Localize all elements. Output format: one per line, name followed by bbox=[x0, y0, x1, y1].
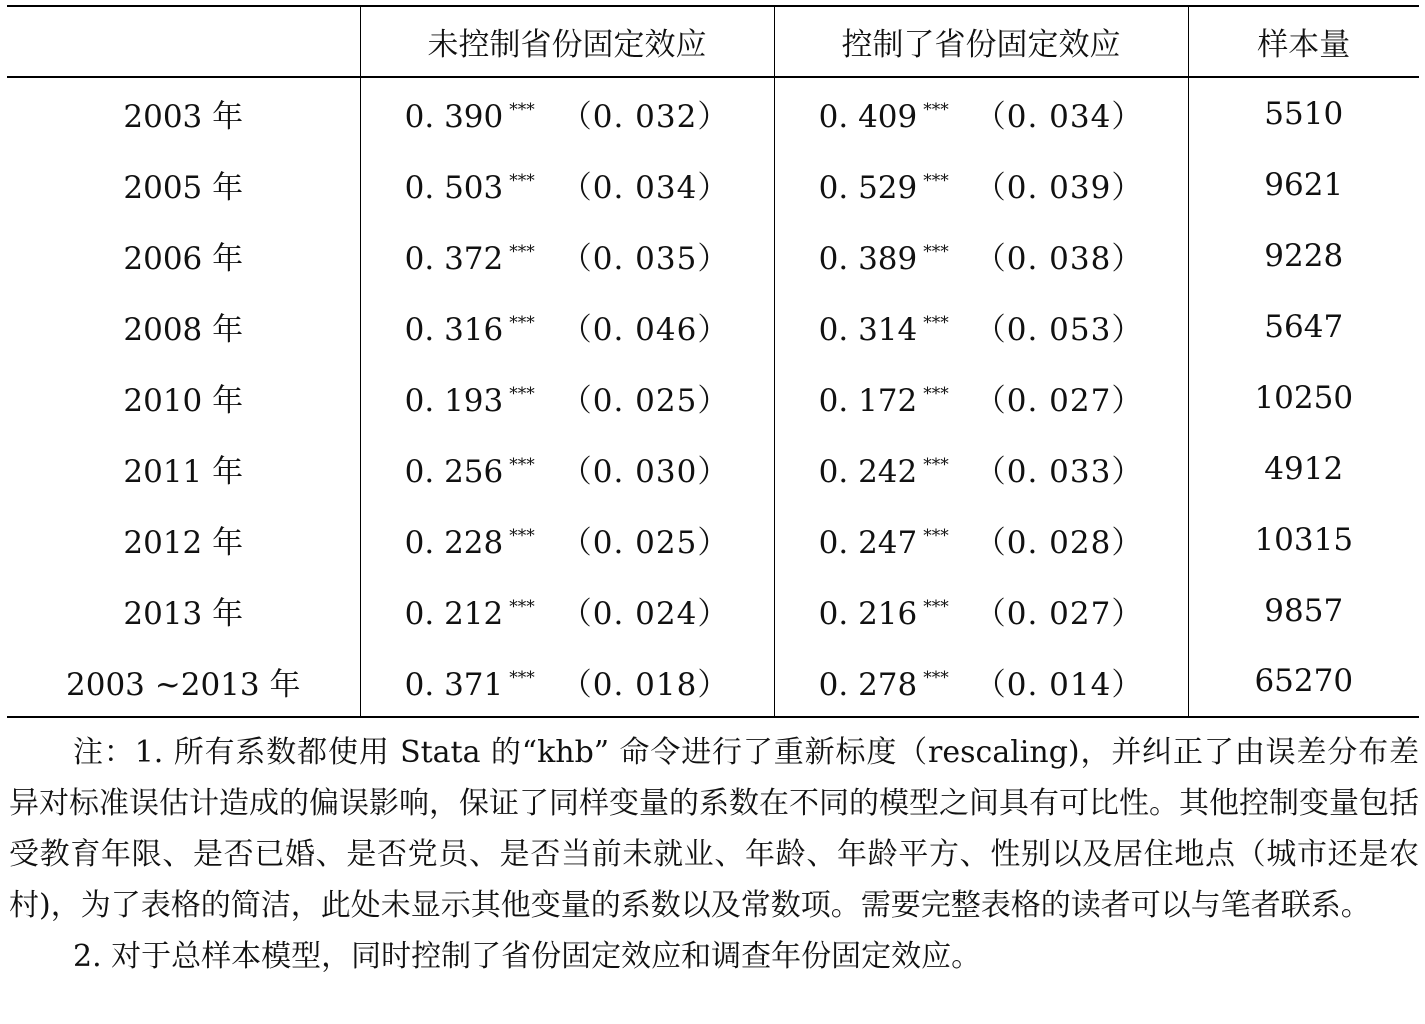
model2-cell bbox=[774, 77, 1188, 149]
model1-standard-error: （0. 025） bbox=[560, 525, 730, 561]
model2-coefficient: 0. 247 bbox=[818, 525, 918, 561]
model2-significance: *** bbox=[923, 171, 949, 191]
table-header-row bbox=[7, 6, 1419, 77]
sample-size-cell: 9857 bbox=[1188, 575, 1419, 646]
model2-significance: *** bbox=[923, 384, 949, 404]
model1-standard-error: （0. 034） bbox=[560, 170, 730, 206]
year-cell: 2012 年 bbox=[123, 525, 244, 561]
model1-coefficient: 0. 372 bbox=[404, 241, 504, 277]
header-year bbox=[7, 6, 360, 77]
model2-coefficient: 0. 216 bbox=[818, 596, 918, 632]
model1-standard-error: （0. 018） bbox=[560, 666, 730, 703]
model2-standard-error: （0. 028） bbox=[974, 525, 1144, 561]
model2-standard-error: （0. 034） bbox=[974, 99, 1144, 135]
table-row bbox=[7, 646, 1419, 717]
model2-standard-error: （0. 039） bbox=[974, 170, 1144, 206]
model1-coefficient: 0. 371 bbox=[404, 666, 504, 703]
model2-cell bbox=[774, 362, 1188, 433]
model2-significance: *** bbox=[923, 100, 949, 120]
sample-size-cell: 65270 bbox=[1188, 646, 1419, 717]
table-row bbox=[7, 362, 1419, 433]
model2-cell bbox=[774, 575, 1188, 646]
model2-standard-error: （0. 033） bbox=[974, 454, 1144, 490]
year-cell: 2013 年 bbox=[123, 596, 244, 632]
model1-significance: *** bbox=[509, 100, 535, 120]
model1-coefficient: 0. 193 bbox=[404, 383, 504, 419]
model1-significance: *** bbox=[509, 384, 535, 404]
model1-significance: *** bbox=[509, 526, 535, 546]
model2-standard-error: （0. 053） bbox=[974, 312, 1144, 348]
model1-significance: *** bbox=[509, 455, 535, 475]
model2-cell bbox=[774, 504, 1188, 575]
model2-significance: *** bbox=[923, 526, 949, 546]
table-row bbox=[7, 291, 1419, 362]
model2-cell bbox=[774, 433, 1188, 504]
model1-coefficient: 0. 316 bbox=[404, 312, 504, 348]
sample-size-cell: 9228 bbox=[1188, 220, 1419, 291]
model2-cell bbox=[774, 149, 1188, 220]
header-no-province-fe: 未控制省份固定效应 bbox=[360, 6, 774, 77]
model1-significance: *** bbox=[509, 597, 535, 617]
model1-coefficient: 0. 212 bbox=[404, 596, 504, 632]
year-cell: 2003 年 bbox=[123, 99, 244, 135]
table-notes bbox=[9, 727, 1419, 982]
model1-coefficient: 0. 503 bbox=[404, 170, 504, 206]
model2-standard-error: （0. 038） bbox=[974, 241, 1144, 277]
year-cell: 2003 ~2013 年 bbox=[7, 646, 360, 717]
model1-cell bbox=[360, 575, 774, 646]
model1-significance: *** bbox=[509, 171, 535, 191]
model2-significance: *** bbox=[923, 667, 949, 688]
model2-standard-error: （0. 027） bbox=[974, 596, 1144, 632]
model1-coefficient: 0. 256 bbox=[404, 454, 504, 490]
model1-coefficient: 0. 390 bbox=[404, 99, 504, 135]
model2-significance: *** bbox=[923, 242, 949, 262]
model2-coefficient: 0. 409 bbox=[818, 99, 918, 135]
note-1: 注：1. 所有系数都使用 Stata 的“khb” 命令进行了重新标度（rescaling)，并纠正了由误差分布差异对标准误估计造成的偏误影响，保证了同样变量的系数在不同的模型之间具有可比性。其他控制变量包括受教育年限、是否已婚、是否党员、是否当前未就业、年龄、年龄平方、性别以及居住地点（城市还是农村)，为了表格的简洁，此处未显示其他变量的系数以及常数项。需要完整表格的读者可以与笔者联系。 bbox=[9, 735, 1419, 923]
sample-size-cell: 5647 bbox=[1188, 291, 1419, 362]
year-cell: 2005 年 bbox=[123, 170, 244, 206]
model1-significance: *** bbox=[509, 242, 535, 262]
model1-cell bbox=[360, 220, 774, 291]
year-cell: 2006 年 bbox=[123, 241, 244, 277]
model1-cell bbox=[360, 362, 774, 433]
model2-coefficient: 0. 314 bbox=[818, 312, 918, 348]
header-sample-size: 样本量 bbox=[1188, 6, 1419, 77]
model1-cell bbox=[360, 646, 774, 717]
table-row bbox=[7, 433, 1419, 504]
sample-size-cell: 10315 bbox=[1188, 504, 1419, 575]
model1-cell bbox=[360, 149, 774, 220]
table-body bbox=[7, 77, 1419, 717]
sample-size-cell: 4912 bbox=[1188, 433, 1419, 504]
sample-size-cell: 5510 bbox=[1188, 77, 1419, 149]
model2-cell bbox=[774, 220, 1188, 291]
table-row bbox=[7, 149, 1419, 220]
header-province-fe: 控制了省份固定效应 bbox=[774, 6, 1188, 77]
year-cell: 2008 年 bbox=[123, 312, 244, 348]
model2-significance: *** bbox=[923, 313, 949, 333]
model2-coefficient: 0. 389 bbox=[818, 241, 918, 277]
model1-standard-error: （0. 024） bbox=[560, 596, 730, 632]
year-cell: 2010 年 bbox=[123, 383, 244, 419]
model1-cell bbox=[360, 504, 774, 575]
model1-significance: *** bbox=[509, 667, 535, 688]
table-row bbox=[7, 504, 1419, 575]
regression-table-container bbox=[7, 5, 1419, 718]
model2-significance: *** bbox=[923, 597, 949, 617]
note-2: 2. 对于总样本模型，同时控制了省份固定效应和调查年份固定效应。 bbox=[73, 939, 982, 974]
model2-coefficient: 0. 278 bbox=[818, 666, 918, 703]
model1-standard-error: （0. 046） bbox=[560, 312, 730, 348]
sample-size-cell: 9621 bbox=[1188, 149, 1419, 220]
model1-standard-error: （0. 030） bbox=[560, 454, 730, 490]
model1-significance: *** bbox=[509, 313, 535, 333]
sample-size-cell: 10250 bbox=[1188, 362, 1419, 433]
model1-cell bbox=[360, 433, 774, 504]
model2-coefficient: 0. 172 bbox=[818, 383, 918, 419]
model2-cell bbox=[774, 646, 1188, 717]
model1-standard-error: （0. 032） bbox=[560, 99, 730, 135]
table-row bbox=[7, 220, 1419, 291]
model2-coefficient: 0. 242 bbox=[818, 454, 918, 490]
model2-standard-error: （0. 014） bbox=[974, 666, 1144, 703]
regression-table bbox=[7, 5, 1419, 718]
model1-cell bbox=[360, 77, 774, 149]
year-cell: 2011 年 bbox=[123, 454, 244, 490]
table-row bbox=[7, 77, 1419, 149]
model2-cell bbox=[774, 291, 1188, 362]
model2-standard-error: （0. 027） bbox=[974, 383, 1144, 419]
model1-coefficient: 0. 228 bbox=[404, 525, 504, 561]
model2-coefficient: 0. 529 bbox=[818, 170, 918, 206]
model1-standard-error: （0. 035） bbox=[560, 241, 730, 277]
table-row bbox=[7, 575, 1419, 646]
model2-significance: *** bbox=[923, 455, 949, 475]
model1-cell bbox=[360, 291, 774, 362]
model1-standard-error: （0. 025） bbox=[560, 383, 730, 419]
